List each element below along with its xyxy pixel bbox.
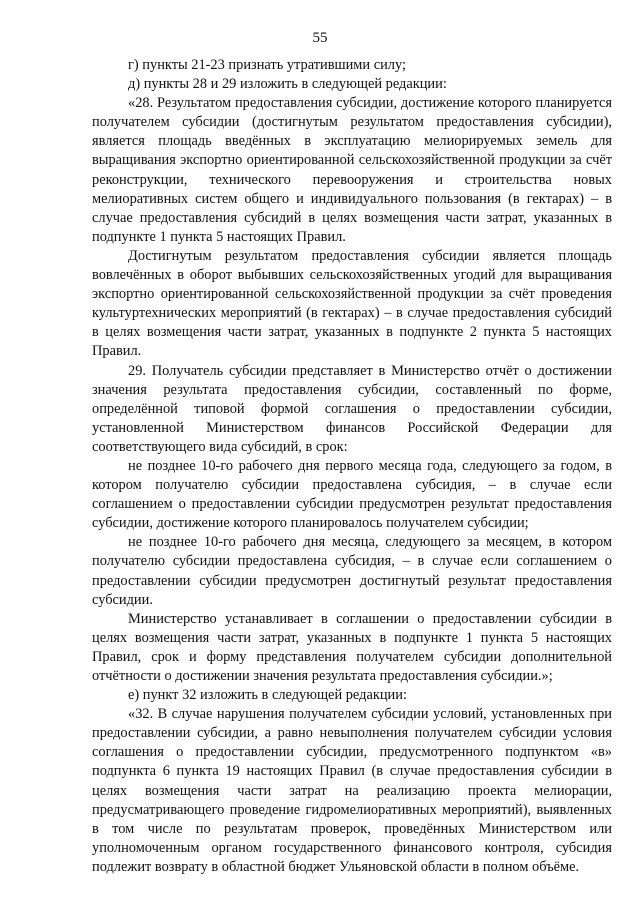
paragraph-point-29: 29. Получатель субсидии представляет в Министерство отчёт о достижении значения результата предоставления субсидии, составленный по форме, определённой типовой формой соглашения о предоставлении субсидии, установленной Министерством финансов Российской Федерации для соответствующего вида субсидий, в срок: bbox=[92, 362, 612, 455]
paragraph-item-d: д) пункты 28 и 29 изложить в следующей редакции: bbox=[128, 76, 447, 93]
paragraph-deadline-second: не позднее 10-го рабочего дня месяца, следующего за месяцем, в котором получателю субсидии предоставлена субсидия, – в случае если соглашением о предоставлении субсидии предусмотрен достигнутый результат предоставления субсидии. bbox=[92, 534, 612, 608]
page-number: 55 bbox=[312, 30, 328, 46]
paragraph-item-g: г) пункты 21-23 признать утратившими силу; bbox=[128, 57, 406, 73]
paragraph-deadline-first: не позднее 10-го рабочего дня первого месяца года, следующего за годом, в котором получателю субсидии предоставлена субсидия, – в случае если соглашением о предоставлении субсидии предусмотрен результат предоставления субсидии, достижение которого планировалось получателем субсидии; bbox=[92, 457, 612, 532]
paragraph-item-e: е) пункт 32 изложить в следующей редакции: bbox=[128, 687, 407, 704]
paragraph-point-28: «28. Результатом предоставления субсидии, достижение которого планируется получателем субсидии (достигнутым результатом предоставления субсидии), является площадь введённых в эксплуатацию мелиорируемых земель для выращивания экспортно ориентированной сельскохозяйственной продукции за счёт реконструкции, технического перевооружения и строительства новых мелиоративных систем общего и индивидуального пользования (в гектарах) – в случае предоставления субсидий в целях возмещения части затрат, указанных в подпункте 1 пункта 5 настоящих Правил. bbox=[92, 95, 612, 245]
paragraph-ministry-reporting: Министерство устанавливает в соглашении о предоставлении субсидии в целях возмещения части затрат, указанных в подпункте 1 пункта 5 настоящих Правил, срок и форму представления получателем субсидии дополнительной отчётности о достижении значения результата предоставления субсидии.»; bbox=[92, 610, 612, 684]
paragraph-point-32: «32. В случае нарушения получателем субсидии условий, установленных при предоставлении субсидии, а равно невыполнения получателем субсидии условия соглашения о предоставлении субсидии, предусмотренного подпунктом «в» подпункта 6 пункта 19 настоящих Правил (в случае предоставления субсидии в целях возмещения части затрат на реализацию проекта мелиорации, предусматривающего проведение гидромелиоративных мероприятий), выявленных в том числе по результатам проверок, проведённых Министерством или уполномоченным органом государственного финансового контроля, субсидия подлежит возврату в областной бюджет Ульяновской области в полном объёме. bbox=[92, 706, 612, 875]
document-body bbox=[92, 56, 612, 877]
paragraph-achieved-result: Достигнутым результатом предоставления субсидии является площадь вовлечённых в оборот выбывших сельскохозяйственных угодий для выращивания экспортно ориентированной сельскохозяйственной продукции за счёт проведения культуртехнических мероприятий (в гектарах) – в случае предоставления субсидий в целях возмещения части затрат, указанных в подпункте 2 пункта 5 настоящих Правил. bbox=[92, 247, 612, 360]
